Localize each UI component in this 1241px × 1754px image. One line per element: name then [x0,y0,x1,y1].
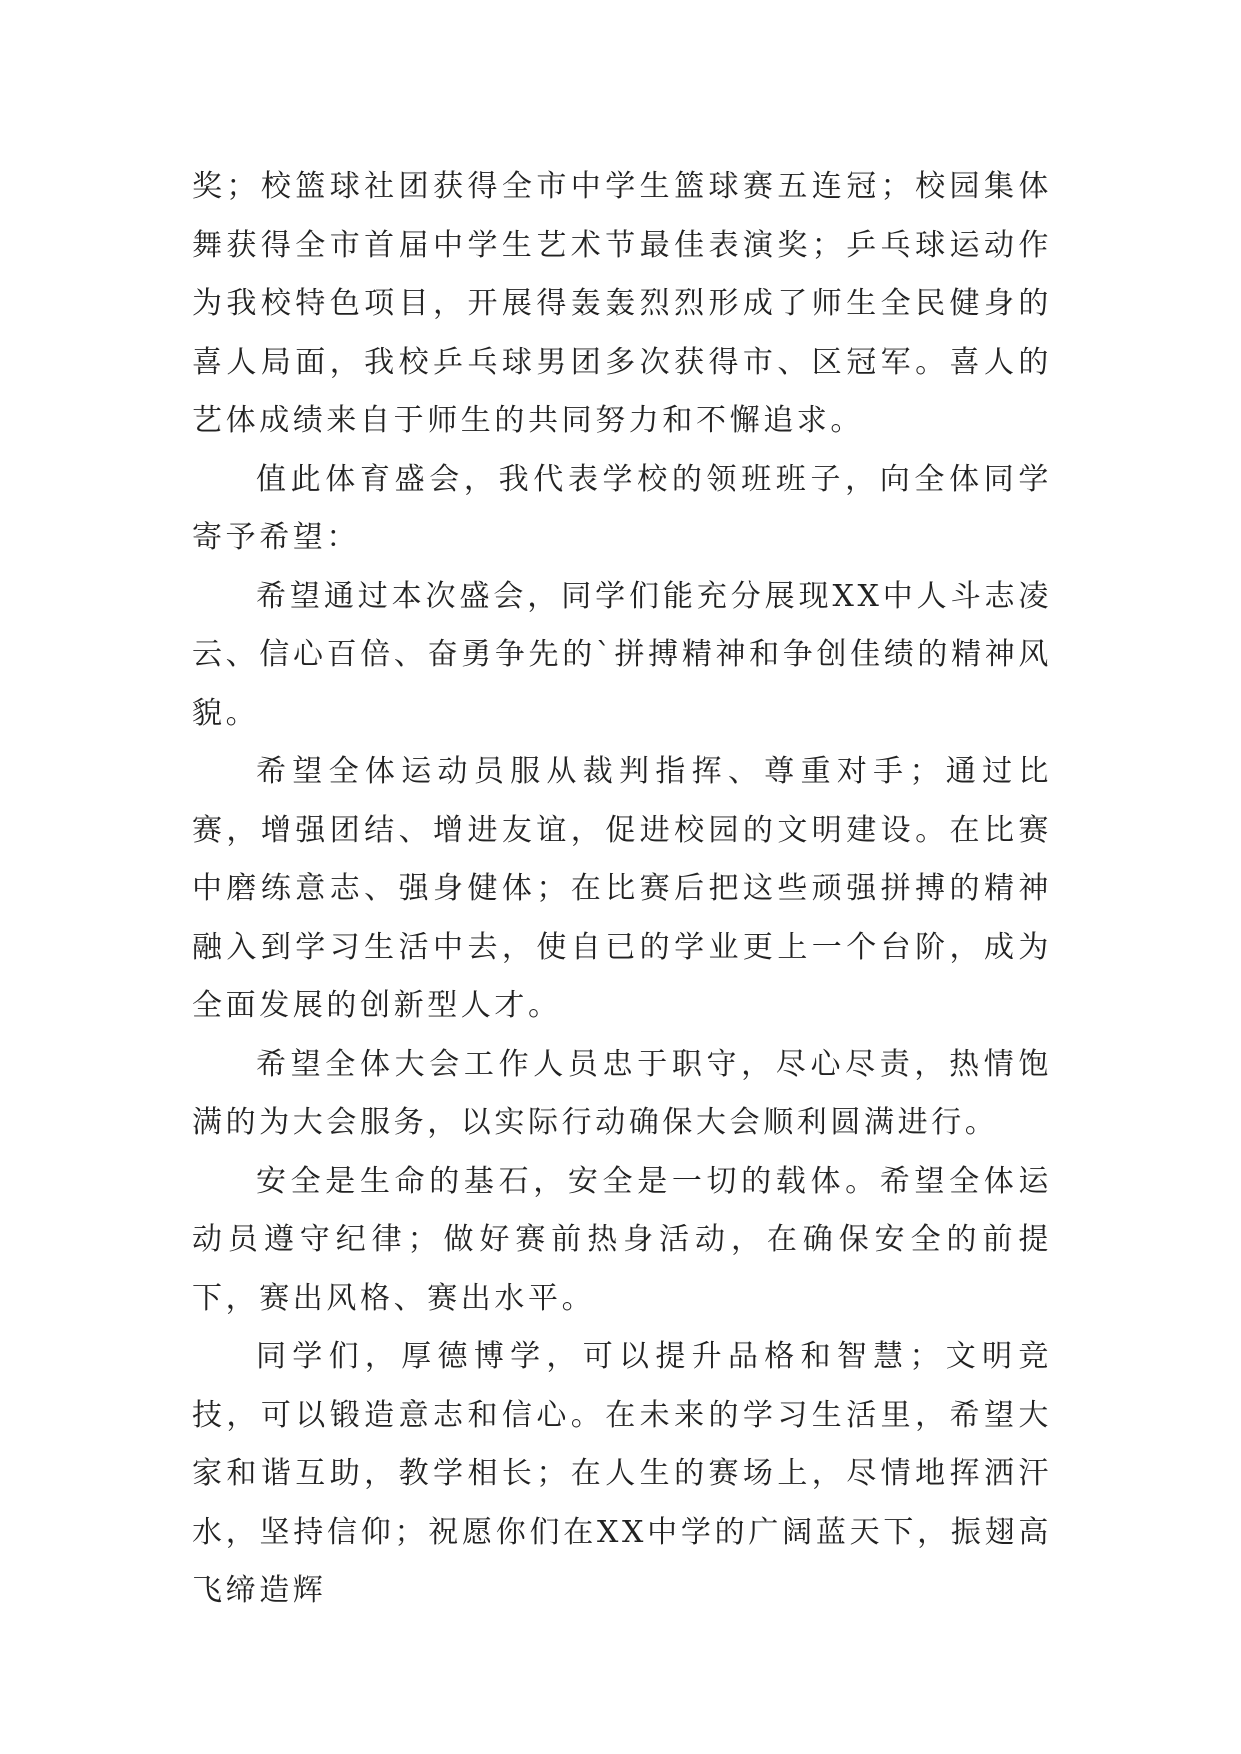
document-body [192,158,1052,1621]
paragraph-hope-athletes: 希望全体运动员服从裁判指挥、尊重对手；通过比赛，增强团结、增进友谊，促进校园的文明建设。在比赛中磨练意志、强身健体；在比赛后把这些顽强拼搏的精神融入到学习生活中去，使自已的学业更上一个台阶，成为全面发展的创新型人才。 [192,754,1052,1023]
paragraph-hope-staff: 希望全体大会工作人员忠于职守，尽心尽责，热情饱满的为大会服务，以实际行动确保大会顺利圆满进行。 [192,1046,1052,1140]
paragraph-hopes-intro: 值此体育盛会，我代表学校的领班班子，向全体同学寄予希望： [192,461,1052,555]
paragraph-safety: 安全是生命的基石，安全是一切的载体。希望全体运动员遵守纪律；做好赛前热身活动，在确保安全的前提下，赛出风格、赛出水平。 [192,1163,1052,1316]
paragraph-hope-spirit: 希望通过本次盛会，同学们能充分展现XX中人斗志凌云、信心百倍、奋勇争先的`拼搏精神和争创佳绩的精神风貌。 [192,578,1052,731]
paragraph-closing-wishes: 同学们，厚德博学，可以提升品格和智慧；文明竞技，可以锻造意志和信心。在未来的学习生活里，希望大家和谐互助，教学相长；在人生的赛场上，尽情地挥洒汗水，坚持信仰；祝愿你们在XX中学的广阔蓝天下，振翅高飞缔造辉 [192,1339,1052,1608]
paragraph-art-sports-achievements: 奖；校篮球社团获得全市中学生篮球赛五连冠；校园集体舞获得全市首届中学生艺术节最佳表演奖；乒乓球运动作为我校特色项目，开展得轰轰烈烈形成了师生全民健身的喜人局面，我校乒乓球男团多次获得市、区冠军。喜人的艺体成绩来自于师生的共同努力和不懈追求。 [192,169,1052,438]
